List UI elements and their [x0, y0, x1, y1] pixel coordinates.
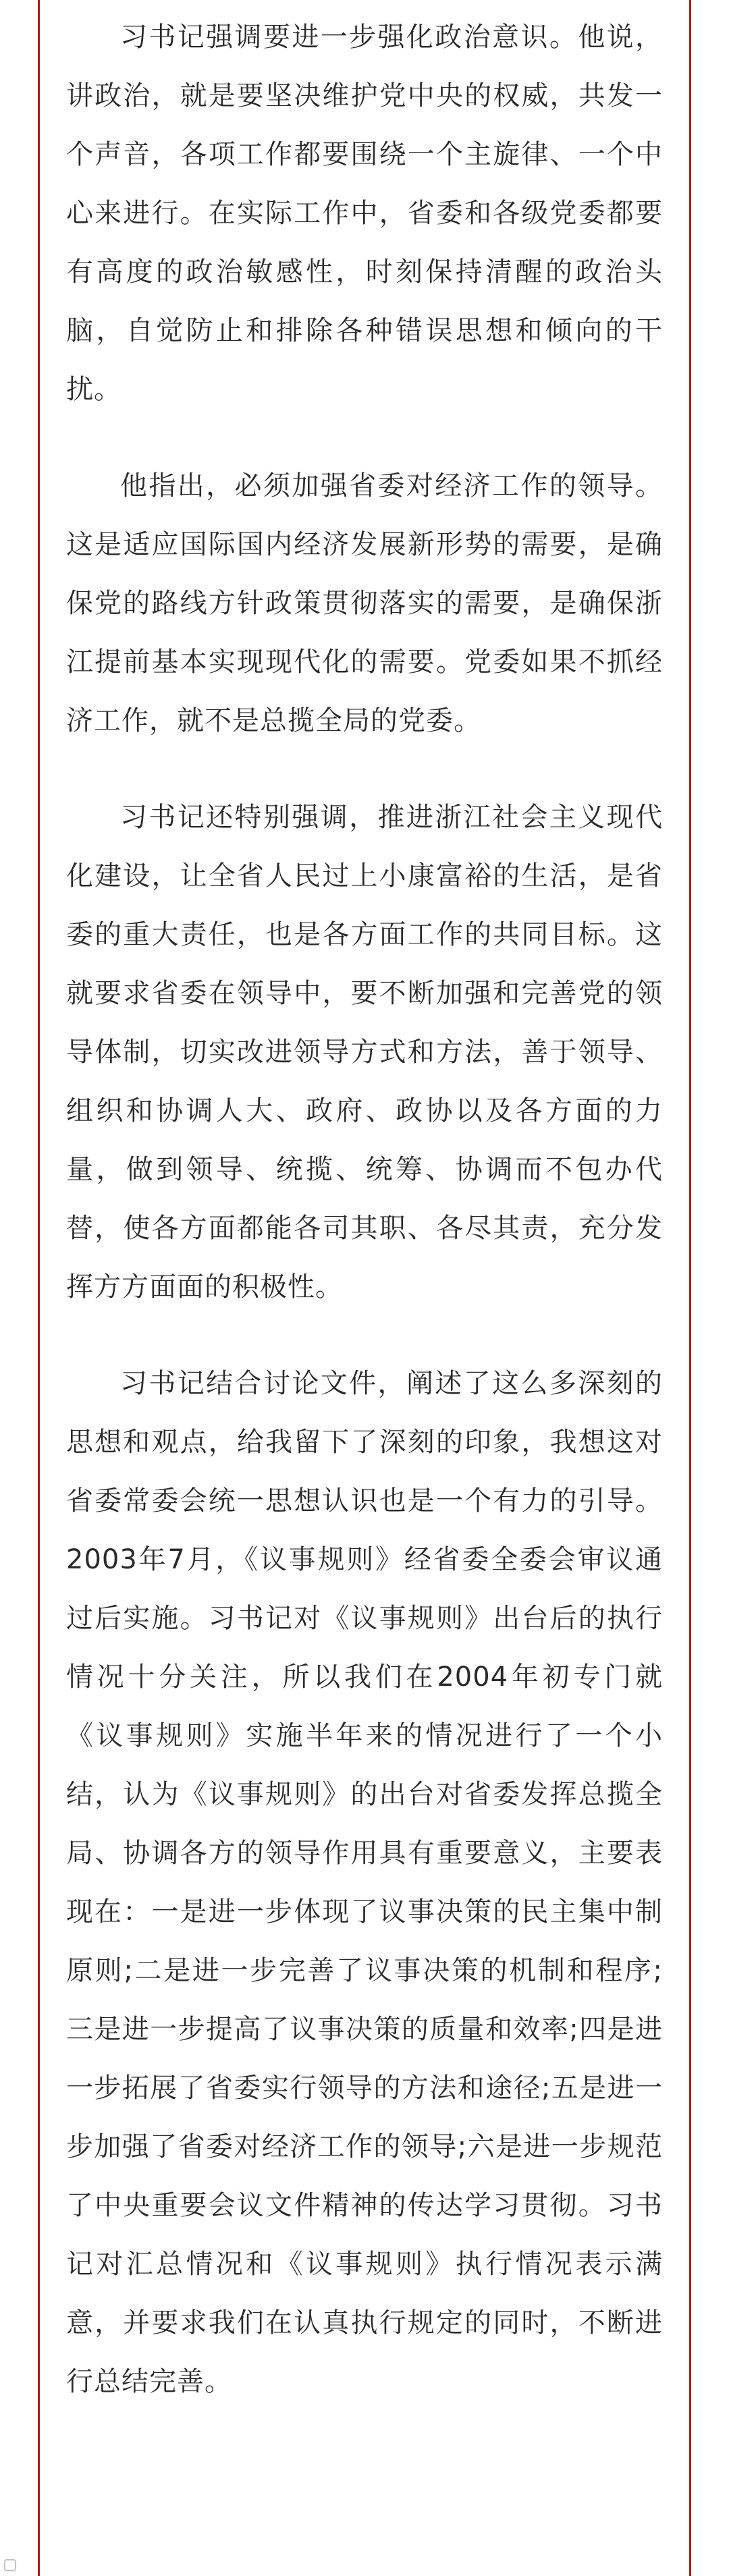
paragraph-gap: [66, 750, 663, 788]
article-paragraph-4: 习书记结合讨论文件，阐述了这么多深刻的思想和观点，给我留下了深刻的印象，我想这对省委常委会统一思想认识也是一个有力的引导。2003年7月，《议事规则》经省委全委会审议通过后实施。习书记对《议事规则》出台后的执行情况十分关注，所以我们在2004年初专门就《议事规则》实施半年来的情况进行了一个小结，认为《议事规则》的出台对省委发挥总揽全局、协调各方的领导作用具有重要意义，主要表现在：一是进一步体现了议事决策的民主集中制原则;二是进一步完善了议事决策的机制和程序;三是进一步提高了议事决策的质量和效率;四是进一步拓展了省委实行领导的方法和途径;五是进一步加强了省委对经济工作的领导;六是进一步规范了中央重要会议文件精神的传达学习贯彻。习书记对汇总情况和《议事规则》执行情况表示满意，并要求我们在认真执行规定的同时，不断进行总结完善。: [66, 1368, 663, 2397]
article-paragraph-3: 习书记还特别强调，推进浙江社会主义现代化建设，让全省人民过上小康富裕的生活，是省委的重大责任，也是各方面工作的共同目标。这就要求省委在领导中，要不断加强和完善党的领导体制，切实改进领导方式和方法，善于领导、组织和协调人大、政府、政协以及各方面的力量，做到领导、统揽、统筹、协调而不包办代替，使各方面都能各司其职、各尽其责，充分发挥方方面面的积极性。: [66, 802, 663, 1303]
article-body: [66, 8, 663, 2411]
paragraph-gap: [66, 1317, 663, 1354]
watermark-logo: [4, 2558, 19, 2572]
watermark-icon: [4, 2559, 16, 2571]
article-paragraph-1: 习书记强调要进一步强化政治意识。他说，讲政治，就是要坚决维护党中央的权威，共发一个声音，各项工作都要围绕一个主旋律、一个中心来进行。在实际工作中，省委和各级党委都要有高度的政治敏感性，时刻保持清醒的政治头脑，自觉防止和排除各种错误思想和倾向的干扰。: [66, 22, 663, 405]
article-paragraph-2: 他指出，必须加强省委对经济工作的领导。这是适应国际国内经济发展新形势的需要，是确保党的路线方针政策贯彻落实的需要，是确保浙江提前基本实现现代化的需要。党委如果不抓经济工作，就不是总揽全局的党委。: [66, 470, 663, 736]
paragraph-gap: [66, 419, 663, 457]
